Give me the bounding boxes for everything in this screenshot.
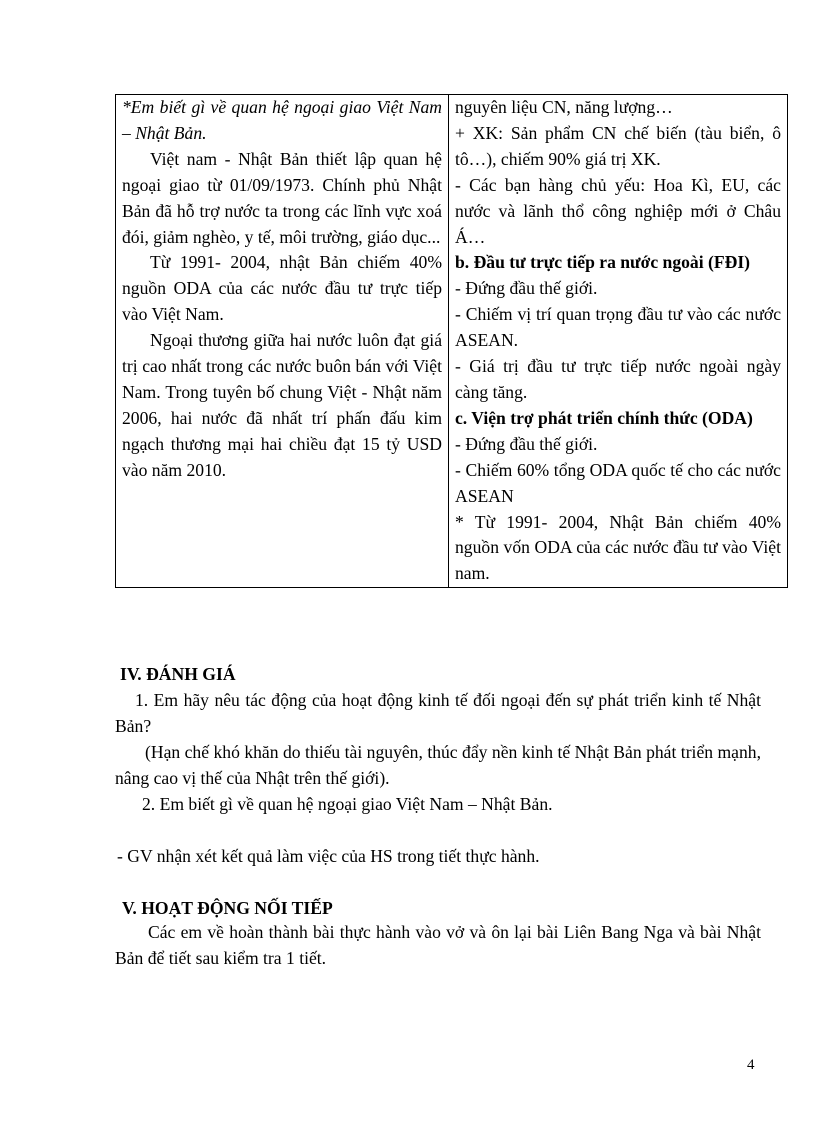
- right-subheading: c. Viện trợ phát triển chính thức (ODA): [455, 407, 753, 428]
- section4-note: - GV nhận xét kết quả làm việc của HS trong tiết thực hành.: [117, 846, 540, 866]
- left-paragraph: Từ 1991- 2004, nhật Bản chiếm 40% nguồn ODA của các nước đầu tư trực tiếp vào Việt Nam.: [122, 252, 442, 325]
- right-paragraph: nguyên liệu CN, năng lượng…: [455, 97, 673, 117]
- right-subheading: b. Đầu tư trực tiếp ra nước ngoài (FĐI): [455, 252, 751, 273]
- left-column: [116, 95, 449, 588]
- section5-heading: V. HOẠT ĐỘNG NỐI TIẾP: [122, 898, 333, 918]
- right-paragraph: - Chiếm vị trí quan trọng đầu tư vào các nước ASEAN.: [455, 304, 781, 351]
- page-number: 4: [747, 1057, 755, 1073]
- right-paragraph: - Đứng đầu thế giới.: [455, 433, 598, 454]
- table-row: [116, 95, 788, 588]
- right-paragraph: - Chiếm 60% tổng ODA quốc tế cho các nước ASEAN: [455, 459, 781, 506]
- section4-question1: 1. Em hãy nêu tác động của hoạt động kinh tế đối ngoại đến sự phát triển kinh tế Nhật Bản?: [115, 690, 761, 736]
- section4-question2: 2. Em biết gì về quan hệ ngoại giao Việt Nam – Nhật Bản.: [142, 794, 553, 814]
- right-paragraph: - Các bạn hàng chủ yếu: Hoa Kì, EU, các nước và lãnh thổ công nghiệp mới ở Châu Á…: [455, 174, 781, 247]
- right-paragraph: * Từ 1991- 2004, Nhật Bản chiếm 40% nguồn vốn ODA của các nước đầu tư vào Việt nam.: [455, 511, 781, 584]
- left-paragraph: *Em biết gì về quan hệ ngoại giao Việt Nam – Nhật Bản.: [122, 97, 442, 143]
- left-paragraph: Việt nam - Nhật Bản thiết lập quan hệ ngoại giao từ 01/09/1973. Chính phủ Nhật Bản đã hỗ trợ nước ta trong các lĩnh vực xoá đói, giảm nghèo, y tế, môi trường, giáo dục...: [122, 148, 442, 247]
- content-table: [115, 94, 788, 588]
- right-paragraph: - Đứng đầu thế giới.: [455, 278, 598, 299]
- section4-answer1: (Hạn chế khó khăn do thiếu tài nguyên, thúc đẩy nền kinh tế Nhật Bản phát triển mạnh, nâng cao vị thế của Nhật trên thế giới).: [115, 742, 761, 788]
- left-paragraph: Ngoại thương giữa hai nước luôn đạt giá trị cao nhất trong các nước buôn bán với Việt Nam. Trong tuyên bố chung Việt - Nhật năm 2006, hai nước đã nhất trí phấn đấu kim ngạch thương mại hai chiều đạt 15 tỷ USD vào năm 2010.: [122, 330, 442, 480]
- right-column: [449, 95, 788, 588]
- right-paragraph: - Giá trị đầu tư trực tiếp nước ngoài ngày càng tăng.: [455, 356, 781, 402]
- right-paragraph: + XK: Sản phẩm CN chế biến (tàu biển, ô tô…), chiếm 90% giá trị XK.: [455, 122, 781, 169]
- section4-heading: IV. ĐÁNH GIÁ: [120, 664, 236, 684]
- section5-text: Các em về hoàn thành bài thực hành vào vở và ôn lại bài Liên Bang Nga và bài Nhật Bản để tiết sau kiểm tra 1 tiết.: [115, 922, 761, 968]
